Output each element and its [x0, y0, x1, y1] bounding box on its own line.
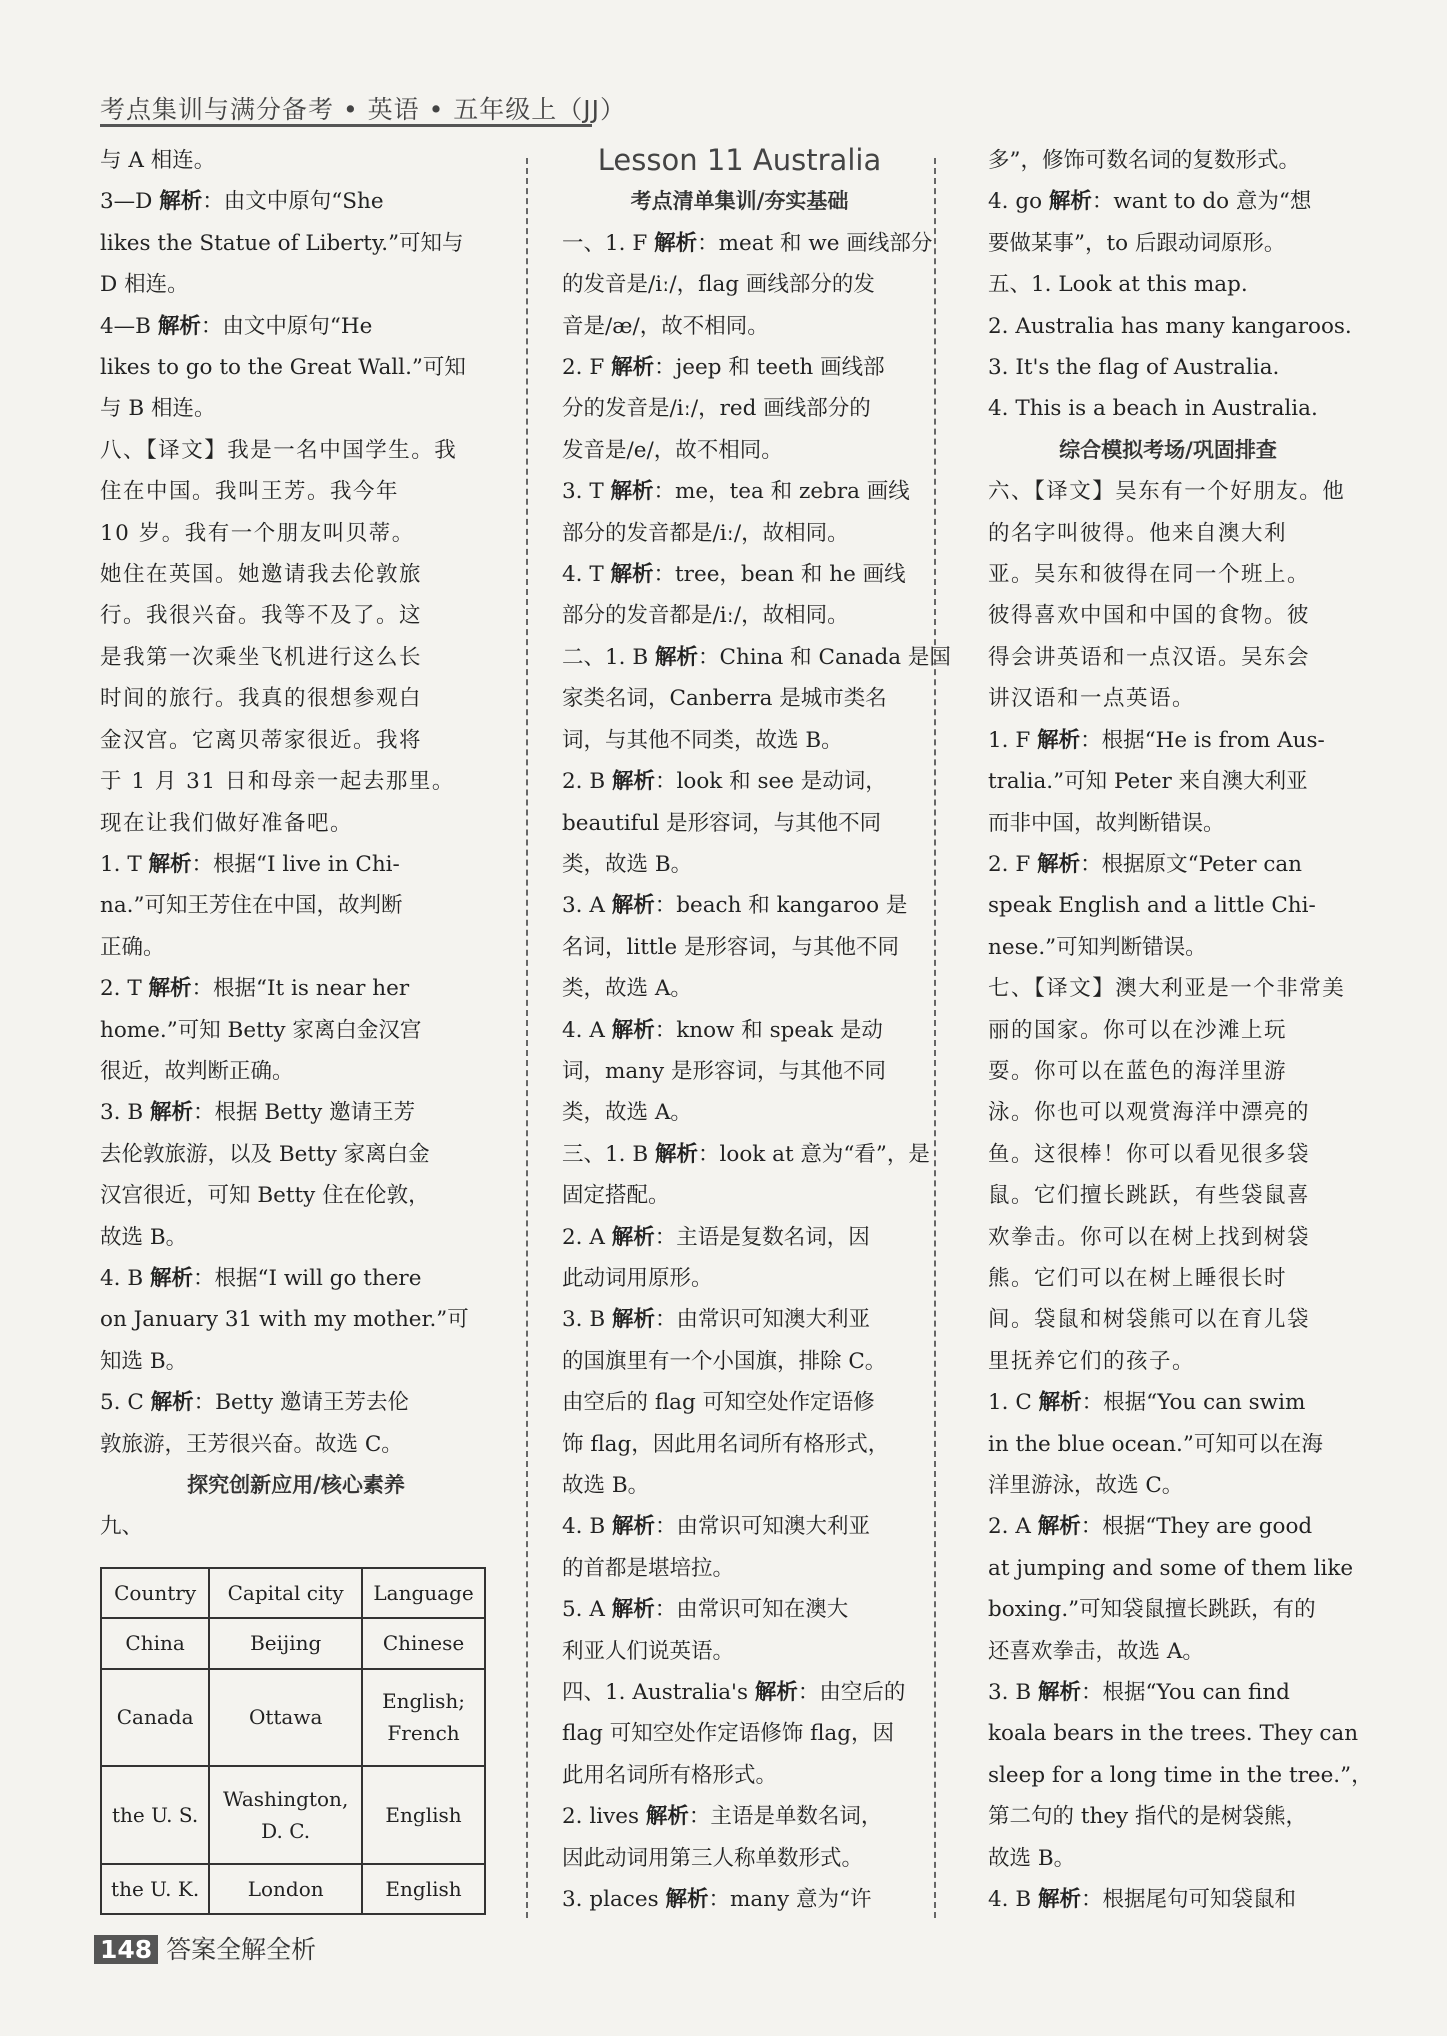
text-line: 3. A 解析：beach 和 kangaroo 是: [562, 893, 908, 919]
text-line: 4. B 解析：由常识可知澳大利亚: [562, 1514, 871, 1540]
text-line: 1. F 解析：根据“He is from Aus-: [988, 727, 1325, 753]
page-number: 148: [94, 1935, 158, 1964]
text-line: beautiful 是形容词，与其他不同: [562, 810, 882, 836]
text-line: 4. This is a beach in Australia.: [988, 396, 1318, 422]
text-line: 八、【译文】我是一名中国学生。我: [100, 437, 458, 463]
text-line: 去伦敦旅游，以及 Betty 家离白金: [100, 1141, 430, 1167]
text-line: 类，故选 A。: [562, 1100, 692, 1126]
section-heading: 探究创新应用/核心素养: [187, 1473, 405, 1497]
text-line: 时间的旅行。我真的很想参观白: [100, 686, 423, 712]
text-line: 鱼。这很棒！你可以看见很多袋: [988, 1141, 1311, 1167]
text-line: 固定搭配。: [562, 1183, 670, 1209]
footer-label: 答案全解全析: [166, 1935, 317, 1964]
text-line: koala bears in the trees. They can: [988, 1721, 1359, 1747]
column-divider: [526, 158, 528, 1918]
table-cell: Capital city: [209, 1568, 362, 1618]
text-line: 讲汉语和一点英语。: [988, 686, 1196, 712]
table-cell: London: [209, 1864, 362, 1914]
text-line: na.”可知王芳住在中国，故判断: [100, 893, 403, 919]
text-line: 2. F 解析：jeep 和 teeth 画线部: [562, 355, 885, 381]
text-line: 发音是/e/，故不相同。: [562, 437, 783, 463]
text-line: tralia.”可知 Peter 来自澳大利亚: [988, 769, 1308, 795]
text-line: in the blue ocean.”可知可以在海: [988, 1431, 1323, 1457]
text-line: 1. T 解析：根据“I live in Chi-: [100, 851, 400, 877]
text-line: 类，故选 A。: [562, 976, 692, 1002]
text-line: boxing.”可知袋鼠擅长跳跃，有的: [988, 1597, 1316, 1623]
text-line: home.”可知 Betty 家离白金汉宫: [100, 1017, 422, 1043]
table-cell: Language: [362, 1568, 485, 1618]
section-heading: 考点清单集训/夯实基础: [630, 189, 849, 214]
column-right: [988, 140, 1373, 1920]
text-line: 五、1. Look at this map.: [988, 272, 1248, 298]
text-line: 4. A 解析：know 和 speak 是动: [562, 1017, 883, 1043]
table-row: [101, 1864, 485, 1914]
text-line: flag 可知空处作定语修饰 flag，因: [562, 1721, 895, 1747]
column-left: [100, 140, 492, 1548]
text-line: 4—B 解析：由文中原句“He: [100, 313, 373, 339]
text-line: 利亚人们说英语。: [562, 1638, 735, 1664]
text-line: 第二句的 they 指代的是树袋熊，: [988, 1804, 1308, 1830]
text-line: 正确。: [100, 934, 165, 960]
text-line: sleep for a long time in the tree.”，: [988, 1762, 1373, 1788]
text-line: 由空后的 flag 可知空处作定语修: [562, 1390, 875, 1416]
text-line: 很近，故判断正确。: [100, 1058, 294, 1084]
text-line: 此用名词所有格形式。: [562, 1762, 778, 1788]
text-line: 而非中国，故判断错误。: [988, 810, 1225, 836]
text-line: 2. B 解析：look 和 see 是动词，: [562, 769, 887, 795]
text-line: 鼠。它们擅长跳跃，有些袋鼠喜: [988, 1183, 1311, 1209]
text-line: 于 1 月 31 日和母亲一起去那里。: [100, 769, 455, 795]
text-line: 3. B 解析：根据 Betty 邀请王芳: [100, 1100, 416, 1126]
text-line: 3. T 解析：me，tea 和 zebra 画线: [562, 479, 910, 505]
text-line: 敦旅游，王芳很兴奋。故选 C。: [100, 1431, 403, 1457]
table-cell: Country: [101, 1568, 209, 1618]
text-line: 的国旗里有一个小国旗，排除 C。: [562, 1348, 887, 1374]
text-line: 要做某事”，to 后跟动词原形。: [988, 230, 1286, 256]
table-row: [101, 1568, 485, 1618]
text-line: 的发音是/iː/，flag 画线部分的发: [562, 272, 875, 298]
text-line: 此动词用原形。: [562, 1265, 713, 1291]
text-line: 4. B 解析：根据尾句可知袋鼠和: [988, 1887, 1297, 1913]
text-line: 欢拳击。你可以在树上找到树袋: [988, 1224, 1311, 1250]
text-line: 四、1. Australia's 解析：由空后的: [562, 1680, 906, 1706]
text-line: 一、1. F 解析：meat 和 we 画线部分: [562, 230, 933, 256]
text-line: 分的发音是/iː/，red 画线部分的: [562, 396, 871, 422]
text-line: 4. go 解析：want to do 意为“想: [988, 189, 1312, 215]
table-cell: Washington, D. C.: [209, 1766, 362, 1864]
text-line: 3. B 解析：由常识可知澳大利亚: [562, 1307, 871, 1333]
text-line: 汉宫很近，可知 Betty 住在伦敦，: [100, 1183, 430, 1209]
table-row: [101, 1766, 485, 1864]
text-line: 九、: [100, 1514, 144, 1540]
text-line: 2. A 解析：根据“They are good: [988, 1514, 1313, 1540]
column-divider: [934, 158, 936, 1918]
country-capital-language-table: [100, 1567, 486, 1915]
text-line: 七、【译文】澳大利亚是一个非常美: [988, 976, 1346, 1002]
text-line: 的首都是堪培拉。: [562, 1555, 735, 1581]
text-line: 4. T 解析：tree，bean 和 he 画线: [562, 562, 906, 588]
text-line: 名词，little 是形容词，与其他不同: [562, 934, 899, 960]
text-line: 2. A 解析：主语是复数名词，因: [562, 1224, 870, 1250]
table-cell: the U. K.: [101, 1864, 209, 1914]
table-row: [101, 1618, 485, 1668]
text-line: 间。袋鼠和树袋熊可以在育儿袋: [988, 1307, 1311, 1333]
text-line: 得会讲英语和一点汉语。吴东会: [988, 644, 1311, 670]
text-line: nese.”可知判断错误。: [988, 934, 1207, 960]
text-line: 彼得喜欢中国和中国的食物。彼: [988, 603, 1311, 629]
text-line: on January 31 with my mother.”可: [100, 1307, 469, 1333]
text-line: 二、1. B 解析：China 和 Canada 是国: [562, 644, 951, 670]
text-line: 是我第一次乘坐飞机进行这么长: [100, 644, 423, 670]
text-line: 故选 B。: [562, 1473, 650, 1498]
text-line: speak English and a little Chi-: [988, 893, 1316, 919]
text-line: 六、【译文】吴东有一个好朋友。他: [988, 479, 1346, 505]
page-header: 考点集训与满分备考 • 英语 • 五年级上（JJ）: [100, 95, 627, 124]
text-line: 知选 B。: [100, 1348, 188, 1374]
text-line: 耍。你可以在蓝色的海洋里游: [988, 1058, 1288, 1084]
text-line: 还喜欢拳击，故选 A。: [988, 1638, 1204, 1664]
table-cell: English: [362, 1864, 485, 1914]
text-line: 3—D 解析：由文中原句“She: [100, 189, 384, 215]
text-line: 5. A 解析：由常识可知在澳大: [562, 1597, 849, 1623]
text-line: D 相连。: [100, 272, 189, 298]
text-line: 熊。它们可以在树上睡很长时: [988, 1265, 1288, 1291]
text-line: 洋里游泳，故选 C。: [988, 1473, 1184, 1498]
text-line: 类，故选 B。: [562, 851, 693, 877]
text-line: 5. C 解析：Betty 邀请王芳去伦: [100, 1390, 409, 1416]
text-line: 故选 B。: [988, 1845, 1076, 1871]
table-cell: China: [101, 1618, 209, 1668]
text-line: 多”，修饰可数名词的复数形式。: [988, 148, 1300, 173]
table-cell: Chinese: [362, 1618, 485, 1668]
table-cell: the U. S.: [101, 1766, 209, 1864]
section-heading: 综合模拟考场/巩固排查: [1059, 437, 1277, 462]
text-line: 故选 B。: [100, 1224, 188, 1250]
text-line: 里抚养它们的孩子。: [988, 1348, 1196, 1374]
text-line: 4. B 解析：根据“I will go there: [100, 1265, 422, 1291]
text-line: 住在中国。我叫王芳。我今年: [100, 479, 400, 505]
text-line: 词，many 是形容词，与其他不同: [562, 1058, 887, 1084]
lesson-title: Lesson 11 Australia: [597, 143, 882, 177]
text-line: 2. T 解析：根据“It is near her: [100, 976, 410, 1002]
column-middle: [562, 140, 951, 1920]
text-line: 行。我很兴奋。我等不及了。这: [100, 603, 423, 629]
text-line: 因此动词用第三人称单数形式。: [562, 1845, 864, 1871]
text-line: 3. places 解析：many 意为“许: [562, 1887, 872, 1913]
text-line: 亚。吴东和彼得在同一个班上。: [988, 562, 1311, 588]
text-line: 与 B 相连。: [100, 396, 216, 422]
text-line: 部分的发音都是/iː/，故相同。: [562, 603, 849, 629]
text-line: 2. Australia has many kangaroos.: [988, 313, 1352, 339]
text-line: 2. F 解析：根据原文“Peter can: [988, 851, 1303, 877]
text-line: 丽的国家。你可以在沙滩上玩: [988, 1017, 1288, 1043]
header-rule: [100, 124, 592, 127]
text-line: 现在让我们做好准备吧。: [100, 810, 354, 836]
text-line: 饰 flag，因此用名词所有格形式，: [562, 1431, 890, 1457]
text-line: 家类名词，Canberra 是城市类名: [562, 686, 887, 712]
text-line: 部分的发音都是/iː/，故相同。: [562, 520, 849, 546]
text-line: 1. C 解析：根据“You can swim: [988, 1390, 1306, 1416]
table-cell: Beijing: [209, 1618, 362, 1668]
text-line: 3. It's the flag of Australia.: [988, 355, 1280, 381]
table-cell: Ottawa: [209, 1669, 362, 1767]
text-line: 的名字叫彼得。他来自澳大利: [988, 520, 1288, 546]
table-cell: Canada: [101, 1669, 209, 1767]
text-line: likes the Statue of Liberty.”可知与: [100, 230, 464, 256]
text-line: 词，与其他不同类，故选 B。: [562, 727, 843, 753]
table-cell: English: [362, 1766, 485, 1864]
table-cell: English; French: [362, 1669, 485, 1767]
text-line: 泳。你也可以观赏海洋中漂亮的: [988, 1100, 1311, 1126]
text-line: 2. lives 解析：主语是单数名词，: [562, 1804, 883, 1830]
text-line: 三、1. B 解析：look at 意为“看”，是: [562, 1141, 930, 1167]
text-line: 10 岁。我有一个朋友叫贝蒂。: [100, 520, 415, 546]
page-footer: [94, 1930, 316, 1966]
text-line: 3. B 解析：根据“You can find: [988, 1680, 1290, 1706]
table-row: [101, 1669, 485, 1767]
text-line: 与 A 相连。: [100, 148, 216, 173]
text-line: 金汉宫。它离贝蒂家很近。我将: [100, 727, 423, 753]
text-line: likes to go to the Great Wall.”可知: [100, 355, 466, 381]
text-line: 音是/æ/，故不相同。: [562, 313, 769, 339]
text-line: 她住在英国。她邀请我去伦敦旅: [100, 562, 423, 588]
text-line: at jumping and some of them like: [988, 1555, 1354, 1581]
